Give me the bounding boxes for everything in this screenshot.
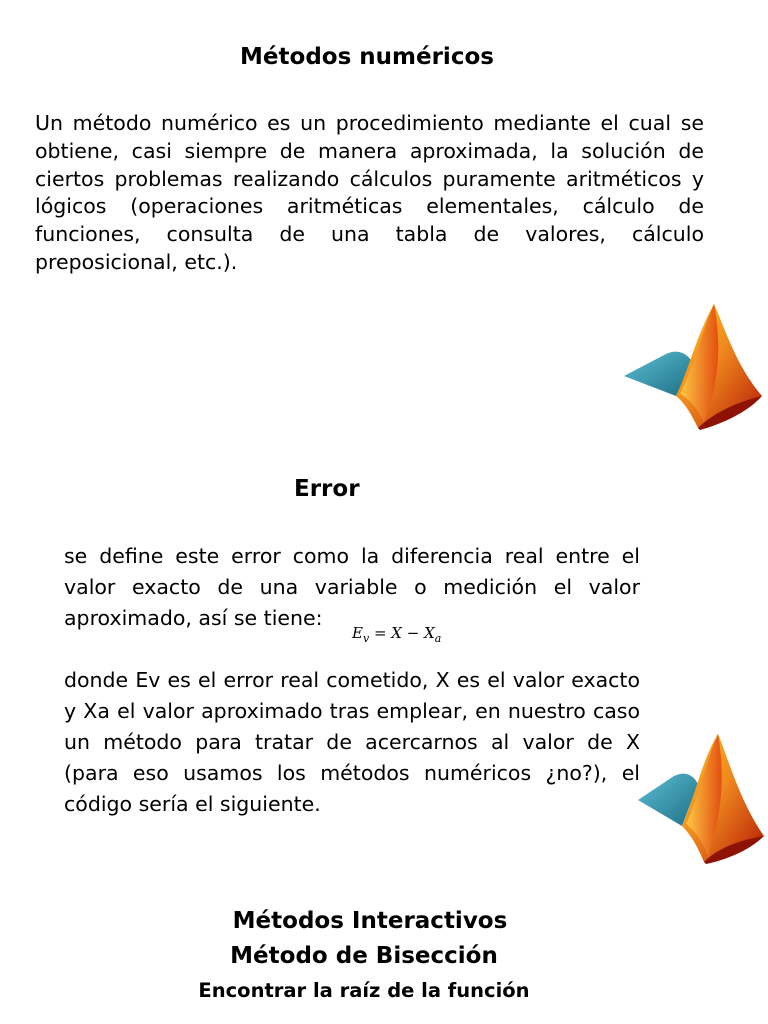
- error-explanation-paragraph: donde Ev es el error real cometido, X es el valor exacto y Xa el valor aproximado tras emplear, en nuestro caso un método para tratar de acercarnos al valor de X (para eso usamos los métodos numéricos ¿no?), el código sería el siguiente.: [64, 668, 640, 816]
- metodos-interactivos-heading: Métodos Interactivos: [232, 908, 508, 934]
- error-formula: $E_v = X - X_a$: [352, 624, 442, 645]
- matlab-logo-icon: [616, 296, 768, 432]
- metodo-biseccion-heading: Método de Bisección: [230, 943, 498, 969]
- intro-paragraph: Un método numérico es un procedimiento mediante el cual se obtiene, casi siempre de manera aproximada, la solución de ciertos problemas realizando cálculos puramente aritméticos y lógicos (operaciones aritméticas elementales, cálculo de funciones, consulta de una tabla de valores, cálculo preposicional, etc.).: [35, 111, 704, 274]
- page-title: Métodos numéricos: [240, 44, 494, 70]
- error-definition-paragraph: se define este error como la diferencia real entre el valor exacto de una variable o medición el valor aproximado, así se tiene:: [64, 544, 640, 630]
- encontrar-raiz-subheading: Encontrar la raíz de la función: [198, 979, 530, 1002]
- matlab-logo-icon: [630, 726, 768, 866]
- error-heading: Error: [294, 476, 360, 502]
